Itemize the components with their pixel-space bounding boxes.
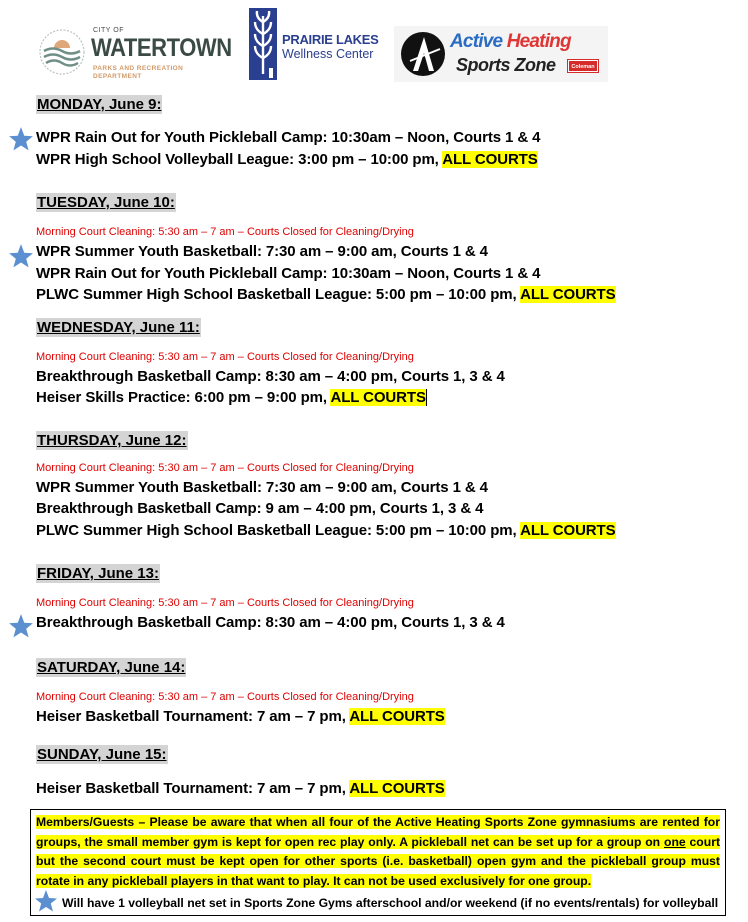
event-item: WPR Rain Out for Youth Pickleball Camp: 10:30am – Noon, Courts 1 & 4 xyxy=(36,265,541,282)
event-item: Breakthrough Basketball Camp: 8:30 am – 4:00 pm, Courts 1, 3 & 4 xyxy=(36,368,505,385)
underlined-one: one xyxy=(664,834,686,849)
day-heading-monday: MONDAY, June 9: xyxy=(37,96,162,113)
watertown-subtitle-1: PARKS AND RECREATION xyxy=(93,65,184,72)
all-courts-highlight: ALL COURTS xyxy=(349,780,445,797)
cleaning-notice: Morning Court Cleaning: 5:30 am – 7 am – Courts Closed for Cleaning/Drying xyxy=(36,597,414,609)
event-item: WPR Summer Youth Basketball: 7:30 am – 9:00 am, Courts 1 & 4 xyxy=(36,479,488,496)
star-icon xyxy=(8,243,34,269)
star-icon xyxy=(8,613,34,639)
all-courts-highlight: ALL COURTS xyxy=(442,151,538,168)
event-item: Breakthrough Basketball Camp: 9 am – 4:00 pm, Courts 1, 3 & 4 xyxy=(36,500,484,517)
event-item: Heiser Skills Practice: 6:00 pm – 9:00 pm, ALL COURTS xyxy=(36,389,426,406)
members-guests-notice xyxy=(30,809,726,916)
watertown-name: WATERTOWN xyxy=(91,34,232,62)
prairie-lakes-logo xyxy=(249,8,384,82)
event-item: WPR Rain Out for Youth Pickleball Camp: 10:30am – Noon, Courts 1 & 4 xyxy=(36,129,541,146)
all-courts-highlight: ALL COURTS xyxy=(520,286,616,303)
watertown-emblem-icon xyxy=(38,28,86,76)
event-item: Heiser Basketball Tournament: 7 am – 7 pm, ALL COURTS xyxy=(36,780,445,797)
cleaning-notice: Morning Court Cleaning: 5:30 am – 7 am – Courts Closed for Cleaning/Drying xyxy=(36,226,414,238)
day-heading-tuesday: TUESDAY, June 10: xyxy=(37,194,175,211)
event-item: Heiser Basketball Tournament: 7 am – 7 pm, ALL COURTS xyxy=(36,708,445,725)
active-a-emblem-icon xyxy=(400,31,446,77)
prairie-lakes-subtitle: Wellness Center xyxy=(282,47,374,61)
event-item: PLWC Summer High School Basketball League: 5:00 pm – 10:00 pm, ALL COURTS xyxy=(36,522,616,539)
header-logos xyxy=(0,0,748,92)
day-heading-sunday: SUNDAY, June 15: xyxy=(37,746,167,763)
all-courts-highlight: ALL COURTS xyxy=(349,708,445,725)
all-courts-highlight: ALL COURTS xyxy=(520,522,616,539)
cleaning-notice: Morning Court Cleaning: 5:30 am – 7 am – Courts Closed for Cleaning/Drying xyxy=(36,691,414,703)
event-item: WPR High School Volleyball League: 3:00 pm – 10:00 pm, ALL COURTS xyxy=(36,151,538,168)
notice-paragraph: Members/Guests – Please be aware that when all four of the Active Heating Sports Zone gymnasiums are rented for groups, the small member gym is kept for open rec play only. A pickleball net can be set up for a group on one court but the second court must be kept open for other sports (i.e. basketball) open gym and the pickleball group must rotate in any pickleball players in that want to play. It can not be used exclusively for one group. xyxy=(36,815,720,888)
star-icon xyxy=(34,889,58,913)
day-heading-saturday: SATURDAY, June 14: xyxy=(37,659,186,676)
day-heading-wednesday: WEDNESDAY, June 11: xyxy=(37,319,200,336)
watertown-city-of: CITY OF xyxy=(93,27,124,34)
sports-zone-title: Sports Zone xyxy=(456,55,556,75)
active-heating-title xyxy=(450,31,571,53)
star-icon xyxy=(8,126,34,152)
watertown-parks-logo xyxy=(38,22,243,80)
event-item: WPR Summer Youth Basketball: 7:30 am – 9:00 am, Courts 1 & 4 xyxy=(36,243,488,260)
active-heating-sports-zone-logo xyxy=(394,26,608,82)
cleaning-notice: Morning Court Cleaning: 5:30 am – 7 am – Courts Closed for Cleaning/Drying xyxy=(36,351,414,363)
heating-word: Heating xyxy=(506,31,571,52)
wheat-icon xyxy=(249,8,277,80)
cleaning-notice: Morning Court Cleaning: 5:30 am – 7 am – Courts Closed for Cleaning/Drying xyxy=(36,462,414,474)
all-courts-highlight: ALL COURTS xyxy=(330,389,426,406)
volleyball-footnote: Will have 1 volleyball net set in Sports Zone Gyms afterschool and/or weekend (if no events/rentals) for volleyball xyxy=(34,889,718,913)
event-item: Breakthrough Basketball Camp: 8:30 am – 4:00 pm, Courts 1, 3 & 4 xyxy=(36,614,505,631)
prairie-lakes-name: PRAIRIE LAKES xyxy=(282,32,379,47)
day-heading-friday: FRIDAY, June 13: xyxy=(37,565,159,582)
coleman-badge: Coleman xyxy=(568,60,598,72)
event-item: PLWC Summer High School Basketball League: 5:00 pm – 10:00 pm, ALL COURTS xyxy=(36,286,616,303)
active-word: Active xyxy=(450,31,503,52)
day-heading-thursday: THURSDAY, June 12: xyxy=(37,432,187,449)
watertown-subtitle-2: DEPARTMENT xyxy=(93,73,142,80)
